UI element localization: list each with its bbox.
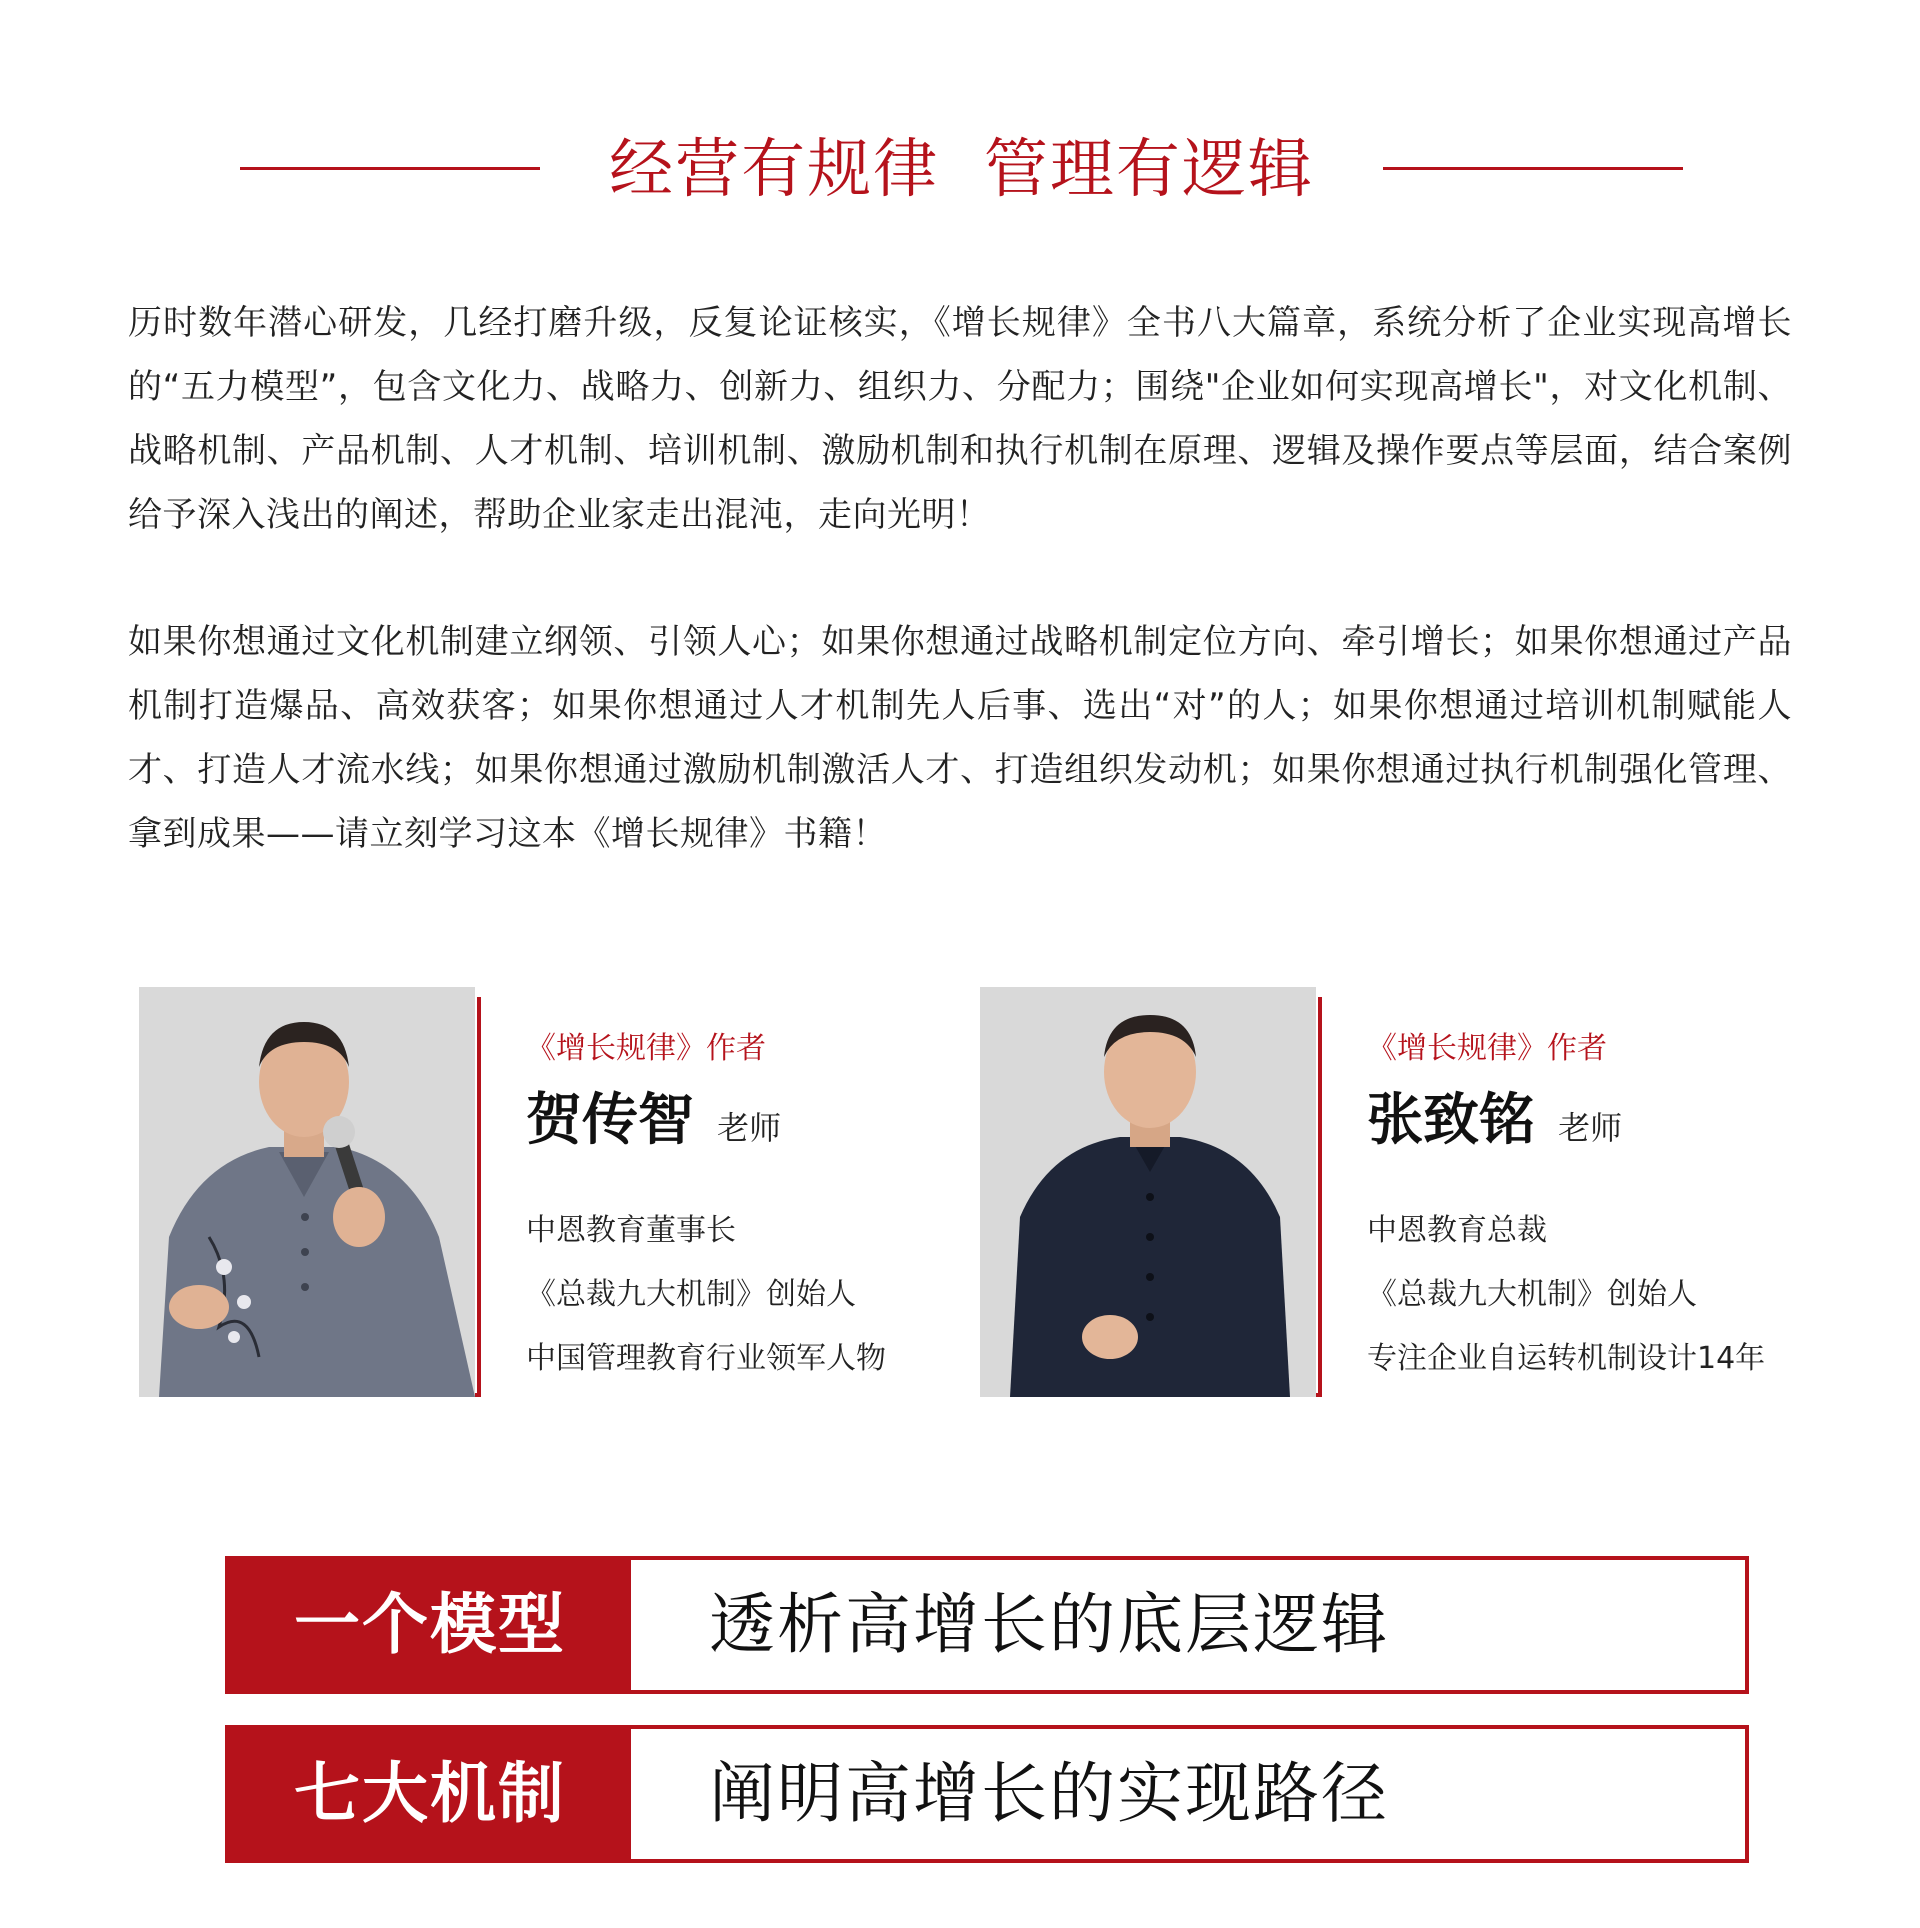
intro-paragraph-1: 历时数年潜心研发，几经打磨升级，反复论证核实，《增长规律》全书八大篇章，系统分析了企业实现高增长的“五力模型”，包含文化力、战略力、创新力、组织力、分配力；围绕"企业如何实现高增长"，对文化机制、战略机制、产品机制、人才机制、培训机制、激励机制和执行机制在原理、逻辑及操作要点等层面，结合案例给予深入浅出的阐述，帮助企业家走出混沌，走向光明！ (128, 303, 1792, 535)
author-description-line: 《总裁九大机制》创始人 (1367, 1277, 1697, 1312)
author-description-line: 《总裁九大机制》创始人 (526, 1277, 856, 1312)
author-card-1 (139, 987, 939, 1407)
author-description-list (526, 1199, 966, 1391)
author-role: 《增长规律》作者 (1367, 1031, 1607, 1066)
feature-row-mechanisms (225, 1725, 1749, 1863)
author-name-row (526, 1083, 966, 1159)
author-role: 《增长规律》作者 (526, 1031, 766, 1066)
portrait-image (980, 987, 1316, 1397)
author-description-line: 中恩教育董事长 (526, 1213, 736, 1248)
author-description-list (1367, 1199, 1807, 1391)
feature-label: 一个模型 (229, 1560, 631, 1690)
author-honorific: 老师 (1558, 1109, 1623, 1147)
page-header (0, 120, 1920, 220)
feature-row-model (225, 1556, 1749, 1694)
author-photo-2 (980, 987, 1316, 1397)
page-title: 经营有规律 管理有逻辑 (609, 133, 1314, 207)
author-info-1 (526, 1027, 966, 1391)
author-honorific: 老师 (717, 1109, 782, 1147)
author-name: 贺传智 (526, 1088, 694, 1153)
portrait-illustration (139, 987, 475, 1397)
author-name: 张致铭 (1367, 1088, 1535, 1153)
header-divider-left (240, 167, 540, 170)
author-description-line: 专注企业自运转机制设计14年 (1367, 1341, 1766, 1376)
header-divider-right (1383, 167, 1683, 170)
portrait-image (139, 987, 475, 1397)
author-photo-1 (139, 987, 475, 1397)
portrait-illustration (980, 987, 1316, 1397)
author-card-2 (980, 987, 1792, 1407)
feature-description: 阐明高增长的实现路径 (709, 1755, 1389, 1832)
feature-description: 透析高增长的底层逻辑 (709, 1586, 1389, 1663)
author-name-row (1367, 1083, 1807, 1159)
author-description-line: 中国管理教育行业领军人物 (526, 1341, 886, 1376)
feature-label: 七大机制 (229, 1729, 631, 1859)
author-description-line: 中恩教育总裁 (1367, 1213, 1547, 1248)
author-info-2 (1367, 1027, 1807, 1391)
intro-paragraph-2: 如果你想通过文化机制建立纲领、引领人心；如果你想通过战略机制定位方向、牵引增长；如果你想通过产品机制打造爆品、高效获客；如果你想通过人才机制先人后事、选出“对”的人；如果你想通过培训机制赋能人才、打造人才流水线；如果你想通过激励机制激活人才、打造组织发动机；如果你想通过执行机制强化管理、拿到成果——请立刻学习这本《增长规律》书籍！ (128, 622, 1792, 854)
